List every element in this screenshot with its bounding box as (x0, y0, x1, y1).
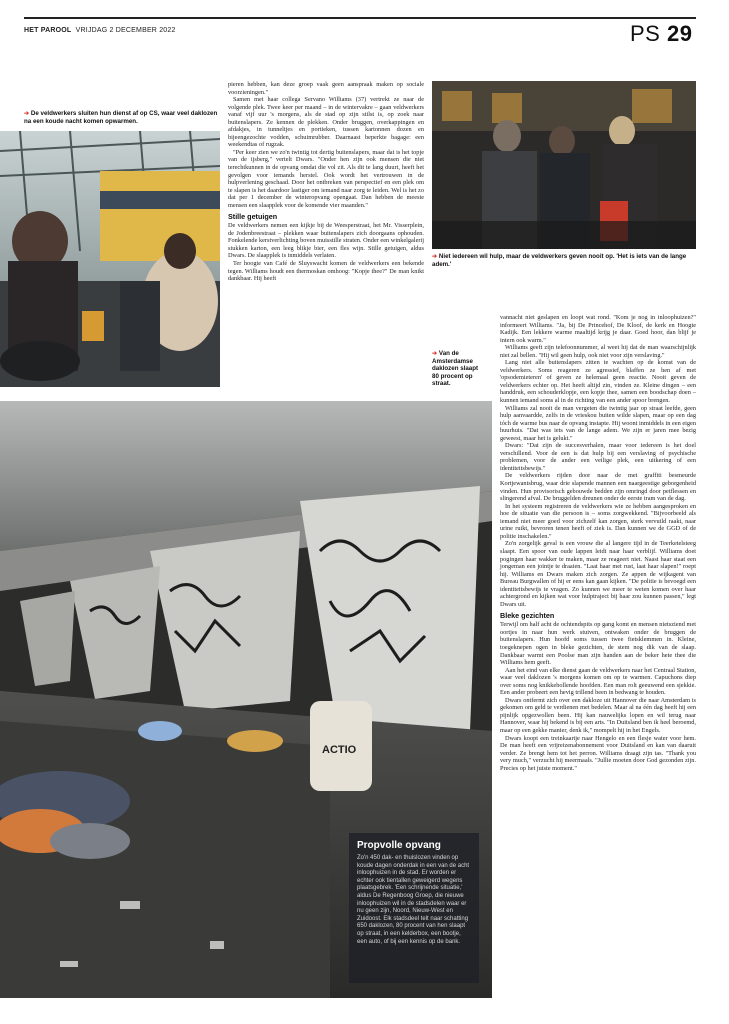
caption-help (432, 253, 696, 268)
info-box-text: Zo'n 450 dak- en thuislozen vinden op koude dagen onderdak in een van de acht inloophuizen in de stad. Er worden er echter ook tientallen geweigerd wegens plaatsgebrek. 'Een schrijnende situatie,' aldus De Regenboog Groep, die nieuwe inloophuizen wil in de stadsdelen waar er nu geen zijn, Noord, Nieuw-West en Zuidoost. Elk stadsdeel telt naar schatting 650 daklozen, 80 procent van hen slaapt op straat, in een kelderbox, een bootje, een auto, of bij een kennis op de bank. (357, 855, 470, 945)
paragraph: vannacht niet geslapen en loopt wat rond. "Kom je nog in inloophuizen?" informeert Williams. "Ja, bij De Princehof, De Kloof, de kerk en Hoogte Kadijk. Een lekkere warme maaltijd krijg je daar. Goed hoor, dan blijf je intern ook warm." (500, 314, 696, 344)
issue-date: VRIJDAG 2 DECEMBER 2022 (75, 27, 176, 34)
article-column-right (500, 314, 696, 772)
paragraph: In het systeem registreren de veldwerkers wie ze hebben aangesproken en hoe de situatie van die persoon is – soms zorgwekkend. "Bijvoorbeeld als iemand niet meer goed voor zichzelf kan zorgen, sterk vervuild raakt, naar urine ruikt, bevroren tenen heeft of ziek is. Dan kunnen we de GGD of de politie inschakelen." (500, 502, 696, 540)
photo-central-station (0, 131, 220, 387)
info-box-propvolle-opvang (349, 833, 479, 983)
header-masthead (24, 27, 176, 34)
bag-text: ACTIO (322, 744, 357, 756)
paper-name: HET PAROOL (24, 27, 72, 34)
caption-cs (24, 110, 219, 125)
paragraph: Lang niet alle buitenslapers zitten te wachten op de komst van de veldwerkers. Soms reageren ze agressief, blaffen ze hen af met 'opsodemieteren' of geven ze helemaal geen reactie. Nooit geven de veldwerkers echter op. Het heeft altijd zin, vinden ze. Kleine dingen – een handdruk, een schouderklopje, een kopje thee, samen een boodschap doen – kunnen iemand soms al in de richting van een ander spoor brengen. (500, 359, 696, 405)
paragraph: "Per keer zien we zo'n twintig tot dertig buitenslapers, maar dat is het topje van de ijsberg," vertelt Dwars. "Onder hen zijn ook mensen die niet terechtkunnen in de opvang omdat die vol zit. Als dit te lang duurt, heeft het gevolgen voor iemands herstel. Ook wordt het vertrouwen in de hulpverlening geschaad. Door het ontbreken van perspectief en een plek om te slapen is het daardoor lastiger om iemand naar zorg te leiden. Wel is het zo dat per 1 december de winteropvang opengaat. Dan hebben de meeste mensen een slaapplek voor de komende vier maanden." (228, 148, 424, 209)
station-illustration (0, 131, 220, 387)
paragraph: Dwars koopt een treinkaartje naar Hengelo en een flesje water voor hem. De man heeft een vrijreizenabonnement voor Duitsland en kan van daaruit verder. Ze brengt hem tot het perron. Williams draagt zijn tas. "Thank you very much," verzucht hij meermaals. "Jullie moeten door God gezonden zijn. Precies op het juiste moment." (500, 734, 696, 772)
paragraph: De veldwerkers rijden door naar de met graffiti besmeurde Kortjewantsbrug, waar drie slapende mannen een naargeestige geborgenheid vinden. Hun provisorisch gebouwde bedden zijn omringd door petflessen en slingerend afval. De bruggelden dreunen onder de eerste tram van de dag. (500, 472, 696, 503)
arrow-icon: ➔ (24, 110, 31, 117)
paragraph: Dwars ontfermt zich over een dakloze uit Hannover die naar Amsterdam is gekomen om geld te verdienen met bedelen. Maar al na één dag heeft hij een pijnlijk opgezwollen been. Hij kan nauwelijks lopen en wil terug naar Hannover, waar hij bekend is bij een arts. "In Duitsland ben ik heel beroemd, maar op een gekke manier, denk ik," mompelt hij in het Engels. (500, 696, 696, 734)
caption-straat-text: Van de Amsterdamse daklozen slaapt 80 procent op straat. (432, 350, 479, 388)
section-label: PS (630, 21, 661, 46)
paragraph: Samen met haar collega Servano Williams (37) vertrekt ze naar de volgende plek. Twee keer per maand – in de wintervakre – gaan veldwerkers vanaf vijf uur 's morgens, als de stad op zijn stilst is, op zoek naar buitenslapers. Ze kennen de plekken. Onder bruggen, overkappingen en afdakjes, in tunneltjes en portieken, tussen kartonnen dozen en bijeengezochte vodden, schuimrubber. Daarnaast beperkte bagage: een weekendtas of rugzak. (228, 96, 424, 149)
caption-help-text: Niet iedereen wil hulp, maar de veldwerkers geven nooit op. 'Het is iets van de lange adem.' (432, 253, 687, 268)
info-box-title: Propvolle opvang (357, 840, 441, 851)
page-number: 29 (666, 21, 693, 46)
workers-illustration (432, 81, 696, 249)
article-column-middle (228, 81, 424, 283)
subheading-bleke-gezichten: Bleke gezichten (500, 611, 555, 621)
arrow-icon: ➔ (432, 350, 439, 357)
subheading-stille-getuigen: Stille getuigen (228, 212, 278, 222)
arrow-icon: ➔ (432, 253, 439, 260)
paragraph: pieren hebben, kan deze groep vaak geen aanspraak maken op sociale voorzieningen." (228, 81, 424, 96)
paragraph: Terwijl om half acht de ochtendspits op gang komt en mensen nietsziend met oortjes in naar hun werk stuiven, ontwaken onder de bruggen de buitenslapers. Hun hoofd soms tussen twee fietsklemmen in. Kleine, toegeknepen ogen in bleke gezichten, de stem nog dik van de slaap. Dankbaar warmt een Poolse man zijn handen aan de beker hete thee die Williams hem geeft. (500, 621, 696, 667)
photo-outreach-workers (432, 81, 696, 249)
paragraph: Dwars: "Dat zijn de succesverhalen, maar voor iedereen is het doel verschillend. Voor de een is dat hulp bij een verslaving of psychische problemen, voor de ander een veilige plek, een uitkering of een identiteitsbewijs." (500, 442, 696, 472)
paragraph: Aan het eind van elke dienst gaan de veldwerkers naar het Centraal Station, waar veel daklozen 's morgens komen om op te warmen. Capuchons diep over soms nog knikkebollende hoofden. Een man rolt geeuwend een sjekkie. Een ander probeert een hevig trillend been in bedwang te houden. (500, 666, 696, 697)
caption-straat (432, 350, 484, 388)
page-marker (630, 21, 692, 47)
paragraph: Williams zal nooit de man vergeten die twintig jaar op straat leefde, geen hulp aanvaardde, zelfs in de vrieskou buiten wilde slapen, maar op een dag tóch de warme bus naar de opvang instapte. Hij woont inmiddels in een eigen huurhuis. "Dat was iets van de lange adem. We zijn er jaren mee bezig geweest, maar het is gelukt." (500, 404, 696, 442)
caption-cs-text: De veldwerkers sluiten hun dienst af op CS, waar veel daklozen na een koude nacht komen opwarmen. (24, 110, 218, 125)
paragraph: Williams geeft zijn telefoonnummer, al weet hij dat de man waarschijnlijk niet zal bellen. "Hij wil geen hulp, ook niet voor zijn verslaving." (500, 344, 696, 359)
header-top-rule (24, 17, 696, 19)
paragraph: Ter hoogte van Café de Sluyswacht komen de veldwerkers een bekende tegen. Williams houdt een thermoskan omhoog: "Kopje thee?" De man knikt dankbaar. Hij heeft (228, 260, 424, 283)
paragraph: De veldwerkers nemen een kijkje bij de Weesperstraat, het Mr. Visserplein, de Jodenbreestraat – plekken waar buitenslapers zich doorgaans ophouden. Fonkelende kerstverlichting boven muisstille straten. Onder een winkelgalerij stukken karton, een leeg blikje bier, een fles wijn. Stille getuigen, aldus Dwars. De slaapplek is inmiddels verlaten. (228, 222, 424, 260)
paragraph: Zo'n zorgelijk geval is een vrouw die al langere tijd in de Teerketelsteeg slaapt. Een spoor van oude lappen leidt naar haar verblijf. Williams doet pogingen haar wakker te maken, maar ze reageert niet. Naast haar staat een jongeman een jointje te draaien. "Laat haar met rust, laat haar slapen!" roept hij. Williams en Dwars maken zich zorgen. Ze appen de wijkagent van Bureau Burgwallen of hij er eens kan gaan kijken. "De politie is bevoegd een identiteitsbewijs te vragen. Zo kunnen we meer te weten komen over haar achtergrond en kijken wat voor hulptraject bij haar zou kunnen passen," legt Dwars uit. (500, 540, 696, 608)
